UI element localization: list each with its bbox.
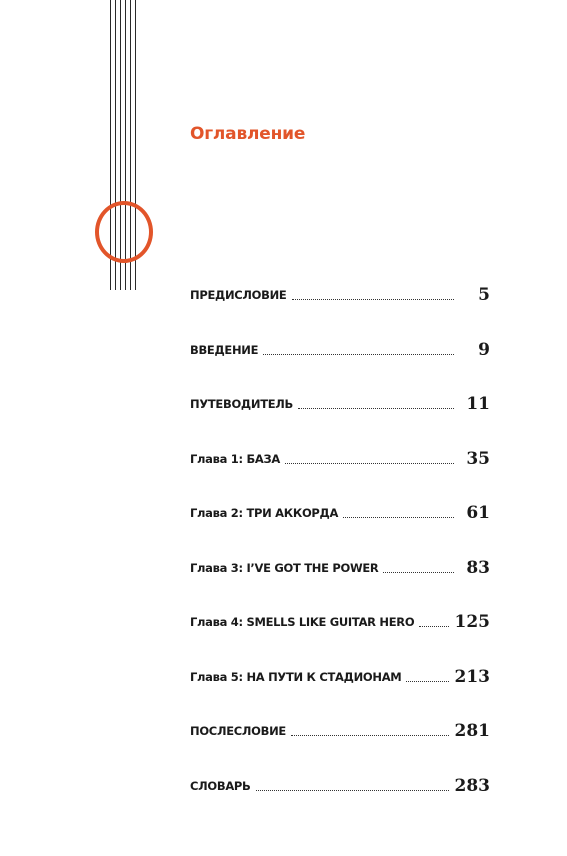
toc-entry-label: СЛОВАРЬ	[190, 778, 251, 793]
toc-entry-page: 83	[466, 557, 490, 578]
toc-entry[interactable]	[190, 432, 490, 487]
toc-entry-label: Глава 5: НА ПУТИ К СТАДИОНАМ	[190, 669, 402, 684]
toc-entry[interactable]	[190, 759, 490, 814]
toc-entry-page: 125	[454, 612, 490, 633]
toc-leader-dots	[419, 625, 448, 627]
toc-entry[interactable]	[190, 595, 490, 650]
toc-entry[interactable]	[190, 377, 490, 432]
toc-entry-label: ПОСЛЕСЛОВИЕ	[190, 724, 286, 739]
toc-entry-page: 61	[466, 503, 490, 524]
table-of-contents	[190, 268, 490, 813]
toc-leader-dots	[406, 680, 448, 682]
toc-entry-page: 5	[478, 285, 490, 306]
toc-leader-dots	[383, 571, 454, 573]
toc-entry[interactable]	[190, 650, 490, 705]
toc-entry-label: ПУТЕВОДИТЕЛЬ	[190, 397, 294, 412]
toc-leader-dots	[263, 353, 454, 355]
toc-leader-dots	[285, 462, 454, 464]
toc-entry-label: Глава 3: I’VE GOT THE POWER	[190, 560, 379, 575]
page-title: Оглавление	[190, 124, 306, 144]
toc-entry-label: ВВЕДЕНИЕ	[190, 342, 259, 357]
toc-leader-dots	[256, 789, 449, 791]
toc-entry-page: 11	[466, 394, 490, 415]
toc-entry[interactable]	[190, 704, 490, 759]
toc-entry-label: Глава 4: SMELLS LIKE GUITAR HERO	[190, 615, 415, 630]
toc-entry[interactable]	[190, 268, 490, 323]
toc-entry[interactable]	[190, 486, 490, 541]
toc-entry-page: 283	[454, 775, 490, 796]
toc-entry[interactable]	[190, 541, 490, 596]
toc-leader-dots	[343, 516, 454, 518]
toc-entry-page: 281	[454, 721, 490, 742]
toc-leader-dots	[292, 298, 455, 300]
toc-entry-page: 213	[454, 666, 490, 687]
toc-leader-dots	[291, 734, 449, 736]
toc-entry-label: Глава 2: ТРИ АККОРДА	[190, 506, 339, 521]
toc-entry[interactable]	[190, 323, 490, 378]
toc-entry-page: 35	[466, 448, 490, 469]
toc-entry-label: ПРЕДИСЛОВИЕ	[190, 288, 287, 303]
sound-hole-circle-decoration	[95, 201, 153, 263]
toc-leader-dots	[298, 407, 454, 409]
toc-entry-page: 9	[478, 339, 490, 360]
toc-entry-label: Глава 1: БАЗА	[190, 451, 280, 466]
